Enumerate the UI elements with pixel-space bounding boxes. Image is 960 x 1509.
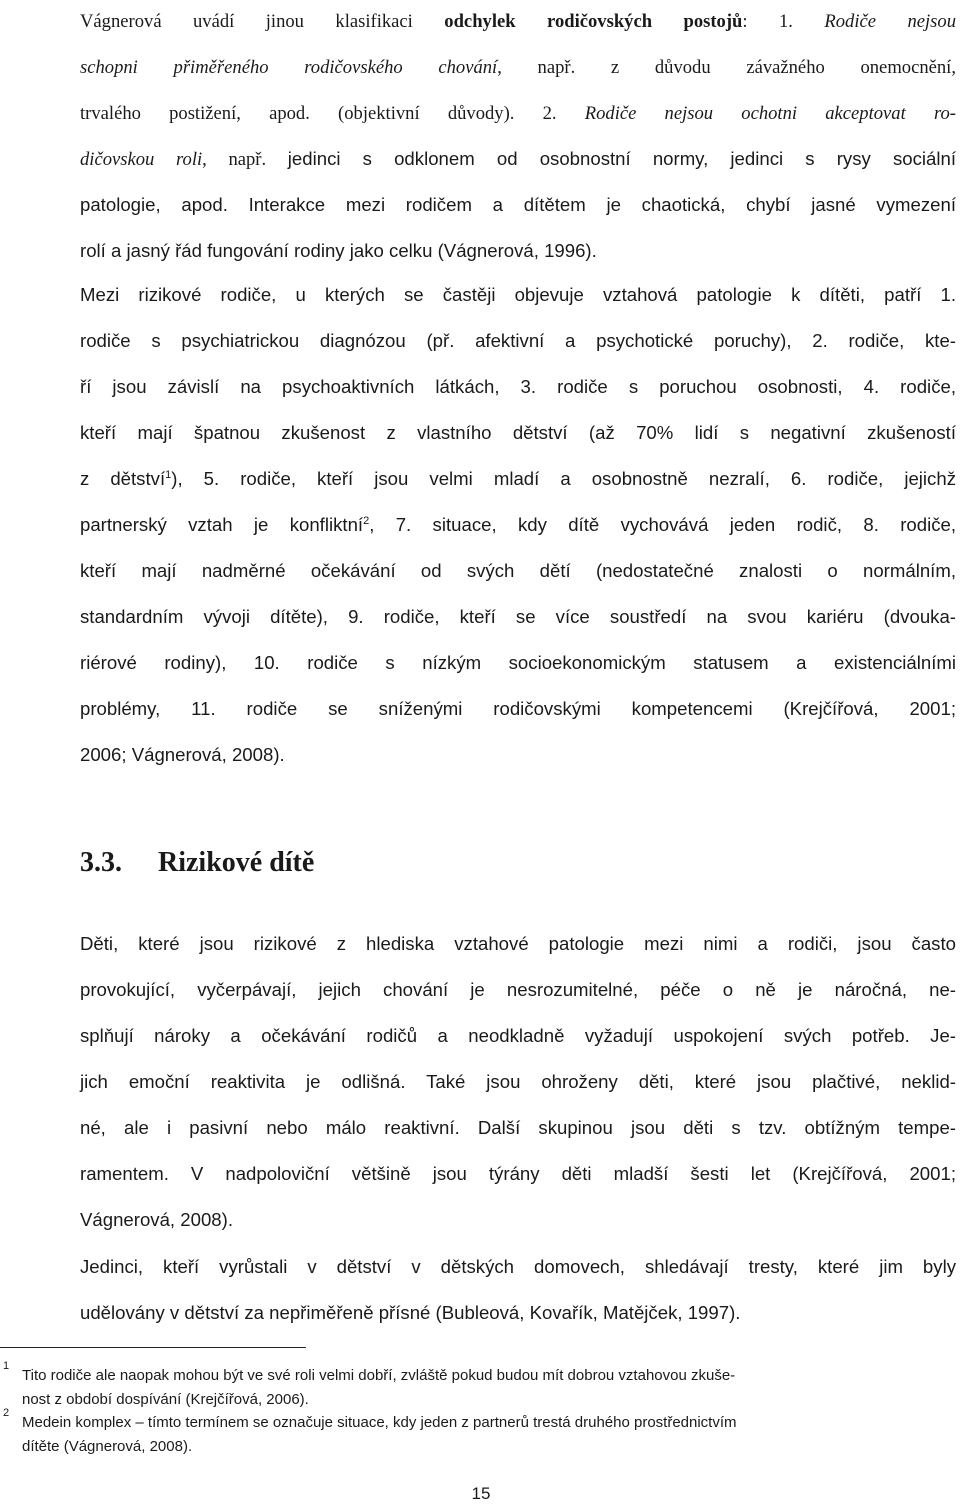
text-line — [80, 640, 956, 686]
text-segment: udělovány v dětství za nepřiměřeně přísné (Bubleová, Kovařík, Matějček, 1997). — [80, 1302, 741, 1323]
text-line — [80, 502, 956, 548]
text-segment: rolí a jasný řád fungování rodiny jako celku (Vágnerová, 1996). — [80, 240, 597, 261]
text-segment: Jedinci, kteří vyrůstali v dětství v dětských domovech, shledávají tresty, které jim byly — [80, 1256, 956, 1277]
text-segment: ramentem. V nadpoloviční většině jsou týrány děti mladší šesti let (Krejčířová, 2001; — [80, 1163, 956, 1184]
text-line — [80, 410, 956, 456]
text-line — [80, 1290, 956, 1336]
text-line — [80, 548, 956, 594]
text-segment: Děti, které jsou rizikové z hlediska vztahové patologie mezi nimi a rodiči, jsou často — [80, 933, 956, 954]
text-segment: splňují nároky a očekávání rodičů a neodkladně vyžadují uspokojení svých potřeb. Je- — [80, 1025, 956, 1046]
text-segment: Mezi rizikové rodiče, u kterých se častěji objevuje vztahová patologie k dítěti, patří 1. — [80, 284, 956, 305]
text-line — [80, 364, 956, 410]
text-segment: jedinci s odklonem od osobnostní normy, jedinci s rysy sociální — [287, 148, 957, 169]
text-segment: trvalého postižení, apod. (objektivní důvody). 2. — [80, 103, 585, 124]
text-segment: kteří mají špatnou zkušenost z vlastního dětství (až 70% lidí s negativní zkušeností — [80, 422, 956, 443]
paragraph-risk-child — [80, 921, 956, 1243]
footnote-ref: 2 — [363, 515, 370, 527]
text-line — [80, 136, 956, 182]
footnote-ref: 1 — [165, 469, 172, 481]
section-heading — [80, 841, 314, 885]
text-segment: standardním vývoji dítěte), 9. rodiče, kteří se více soustředí na svou kariéru (dvouka- — [80, 606, 956, 627]
paragraph-parent-attitudes — [80, 0, 956, 274]
footnote-mark: 2 — [3, 1407, 10, 1419]
paragraph-children-homes — [80, 1244, 956, 1336]
text-segment: provokující, vyčerpávají, jejich chování je nesrozumitelné, péče o ně je náročná, ne- — [80, 979, 956, 1000]
text-line — [80, 90, 956, 136]
text-segment: Interakce mezi rodičem a dítětem je chaotická, chybí jasné vymezení — [248, 194, 956, 215]
text-line — [80, 182, 956, 228]
text-segment: z dětství — [80, 468, 166, 489]
text-segment: jich emoční reaktivita je odlišná. Také jsou ohroženy děti, které jsou plačtivé, neklid- — [80, 1071, 956, 1092]
text-segment: schopni přiměřeného rodičovského chování — [80, 57, 498, 78]
text-line — [80, 1151, 956, 1197]
section-number: 3.3. — [80, 847, 122, 878]
text-line — [80, 967, 956, 1013]
text-segment: kteří mají nadměrné očekávání od svých dětí (nedostatečné znalosti o normálním, — [80, 560, 956, 581]
text-line — [80, 1059, 956, 1105]
text-segment: patologie, apod. — [80, 194, 249, 215]
text-line — [80, 1105, 956, 1151]
text-segment: odchylek rodičovských postojů — [444, 11, 743, 32]
section-title: Rizikové dítě — [158, 847, 315, 878]
text-line — [80, 686, 956, 732]
text-segment: problémy, 11. rodiče se sníženými rodičovskými kompetencemi (Krejčířová, 2001; — [80, 698, 956, 719]
footnote-2 — [0, 1407, 956, 1459]
text-line — [80, 228, 956, 274]
text-line — [80, 732, 956, 778]
text-line — [80, 44, 956, 90]
footnote-separator — [0, 1347, 306, 1348]
text-line — [80, 456, 956, 502]
text-line — [80, 272, 956, 318]
text-line — [80, 0, 956, 44]
text-line — [80, 1197, 956, 1243]
text-segment: Rodiče nejsou ochotni akceptovat ro- — [584, 103, 956, 124]
text-line — [80, 921, 956, 967]
text-segment: partnerský vztah je konfliktní — [80, 514, 364, 535]
footnote-1 — [0, 1360, 956, 1412]
text-segment: 2006; Vágnerová, 2008). — [80, 744, 285, 765]
text-segment: , např. — [202, 149, 288, 170]
text-segment: Vágnerová, 2008). — [80, 1209, 233, 1230]
text-segment: né, ale i pasivní nebo málo reaktivní. Další skupinou jsou děti s tzv. obtížným tempe- — [80, 1117, 956, 1138]
text-segment: dičovskou roli — [80, 149, 203, 170]
footnote-line: nost z období dospívání (Krejčířová, 2006). — [22, 1391, 309, 1408]
text-segment: Vágnerová uvádí jinou klasifikaci — [80, 11, 445, 32]
text-segment: : 1. — [742, 11, 825, 32]
text-segment: rodiče s psychiatrickou diagnózou (př. afektivní a psychotické poruchy), 2. rodiče, kte- — [80, 330, 956, 351]
text-segment: Rodiče nejsou — [824, 11, 956, 32]
text-line — [80, 594, 956, 640]
text-segment: riérové rodiny), 10. rodiče s nízkým socioekonomickým statusem a existenciálními — [80, 652, 956, 673]
footnote-mark: 1 — [3, 1360, 10, 1372]
paragraph-risk-parents — [80, 272, 956, 778]
text-line — [80, 1244, 956, 1290]
text-segment: , např. z důvodu závažného onemocnění, — [497, 57, 956, 78]
text-line — [80, 318, 956, 364]
text-line — [80, 1013, 956, 1059]
footnote-line: Tito rodiče ale naopak mohou být ve své roli velmi dobří, zvláště pokud budou mít dobrou vztahovou zkuše- — [22, 1367, 736, 1384]
footnote-line: dítěte (Vágnerová, 2008). — [22, 1438, 193, 1455]
footnote-line: Medein komplex – tímto termínem se označuje situace, kdy jeden z partnerů trestá druhého prostřednictvím — [22, 1414, 737, 1431]
text-segment: , 7. situace, kdy dítě vychovává jeden rodič, 8. rodiče, — [369, 514, 957, 535]
text-segment: ří jsou závislí na psychoaktivních látkách, 3. rodiče s poruchou osobnosti, 4. rodiče, — [80, 376, 956, 397]
text-segment: ), 5. rodiče, kteří jsou velmi mladí a osobnostně nezralí, 6. rodiče, jejichž — [171, 468, 956, 489]
page-number: 15 — [471, 1484, 491, 1503]
